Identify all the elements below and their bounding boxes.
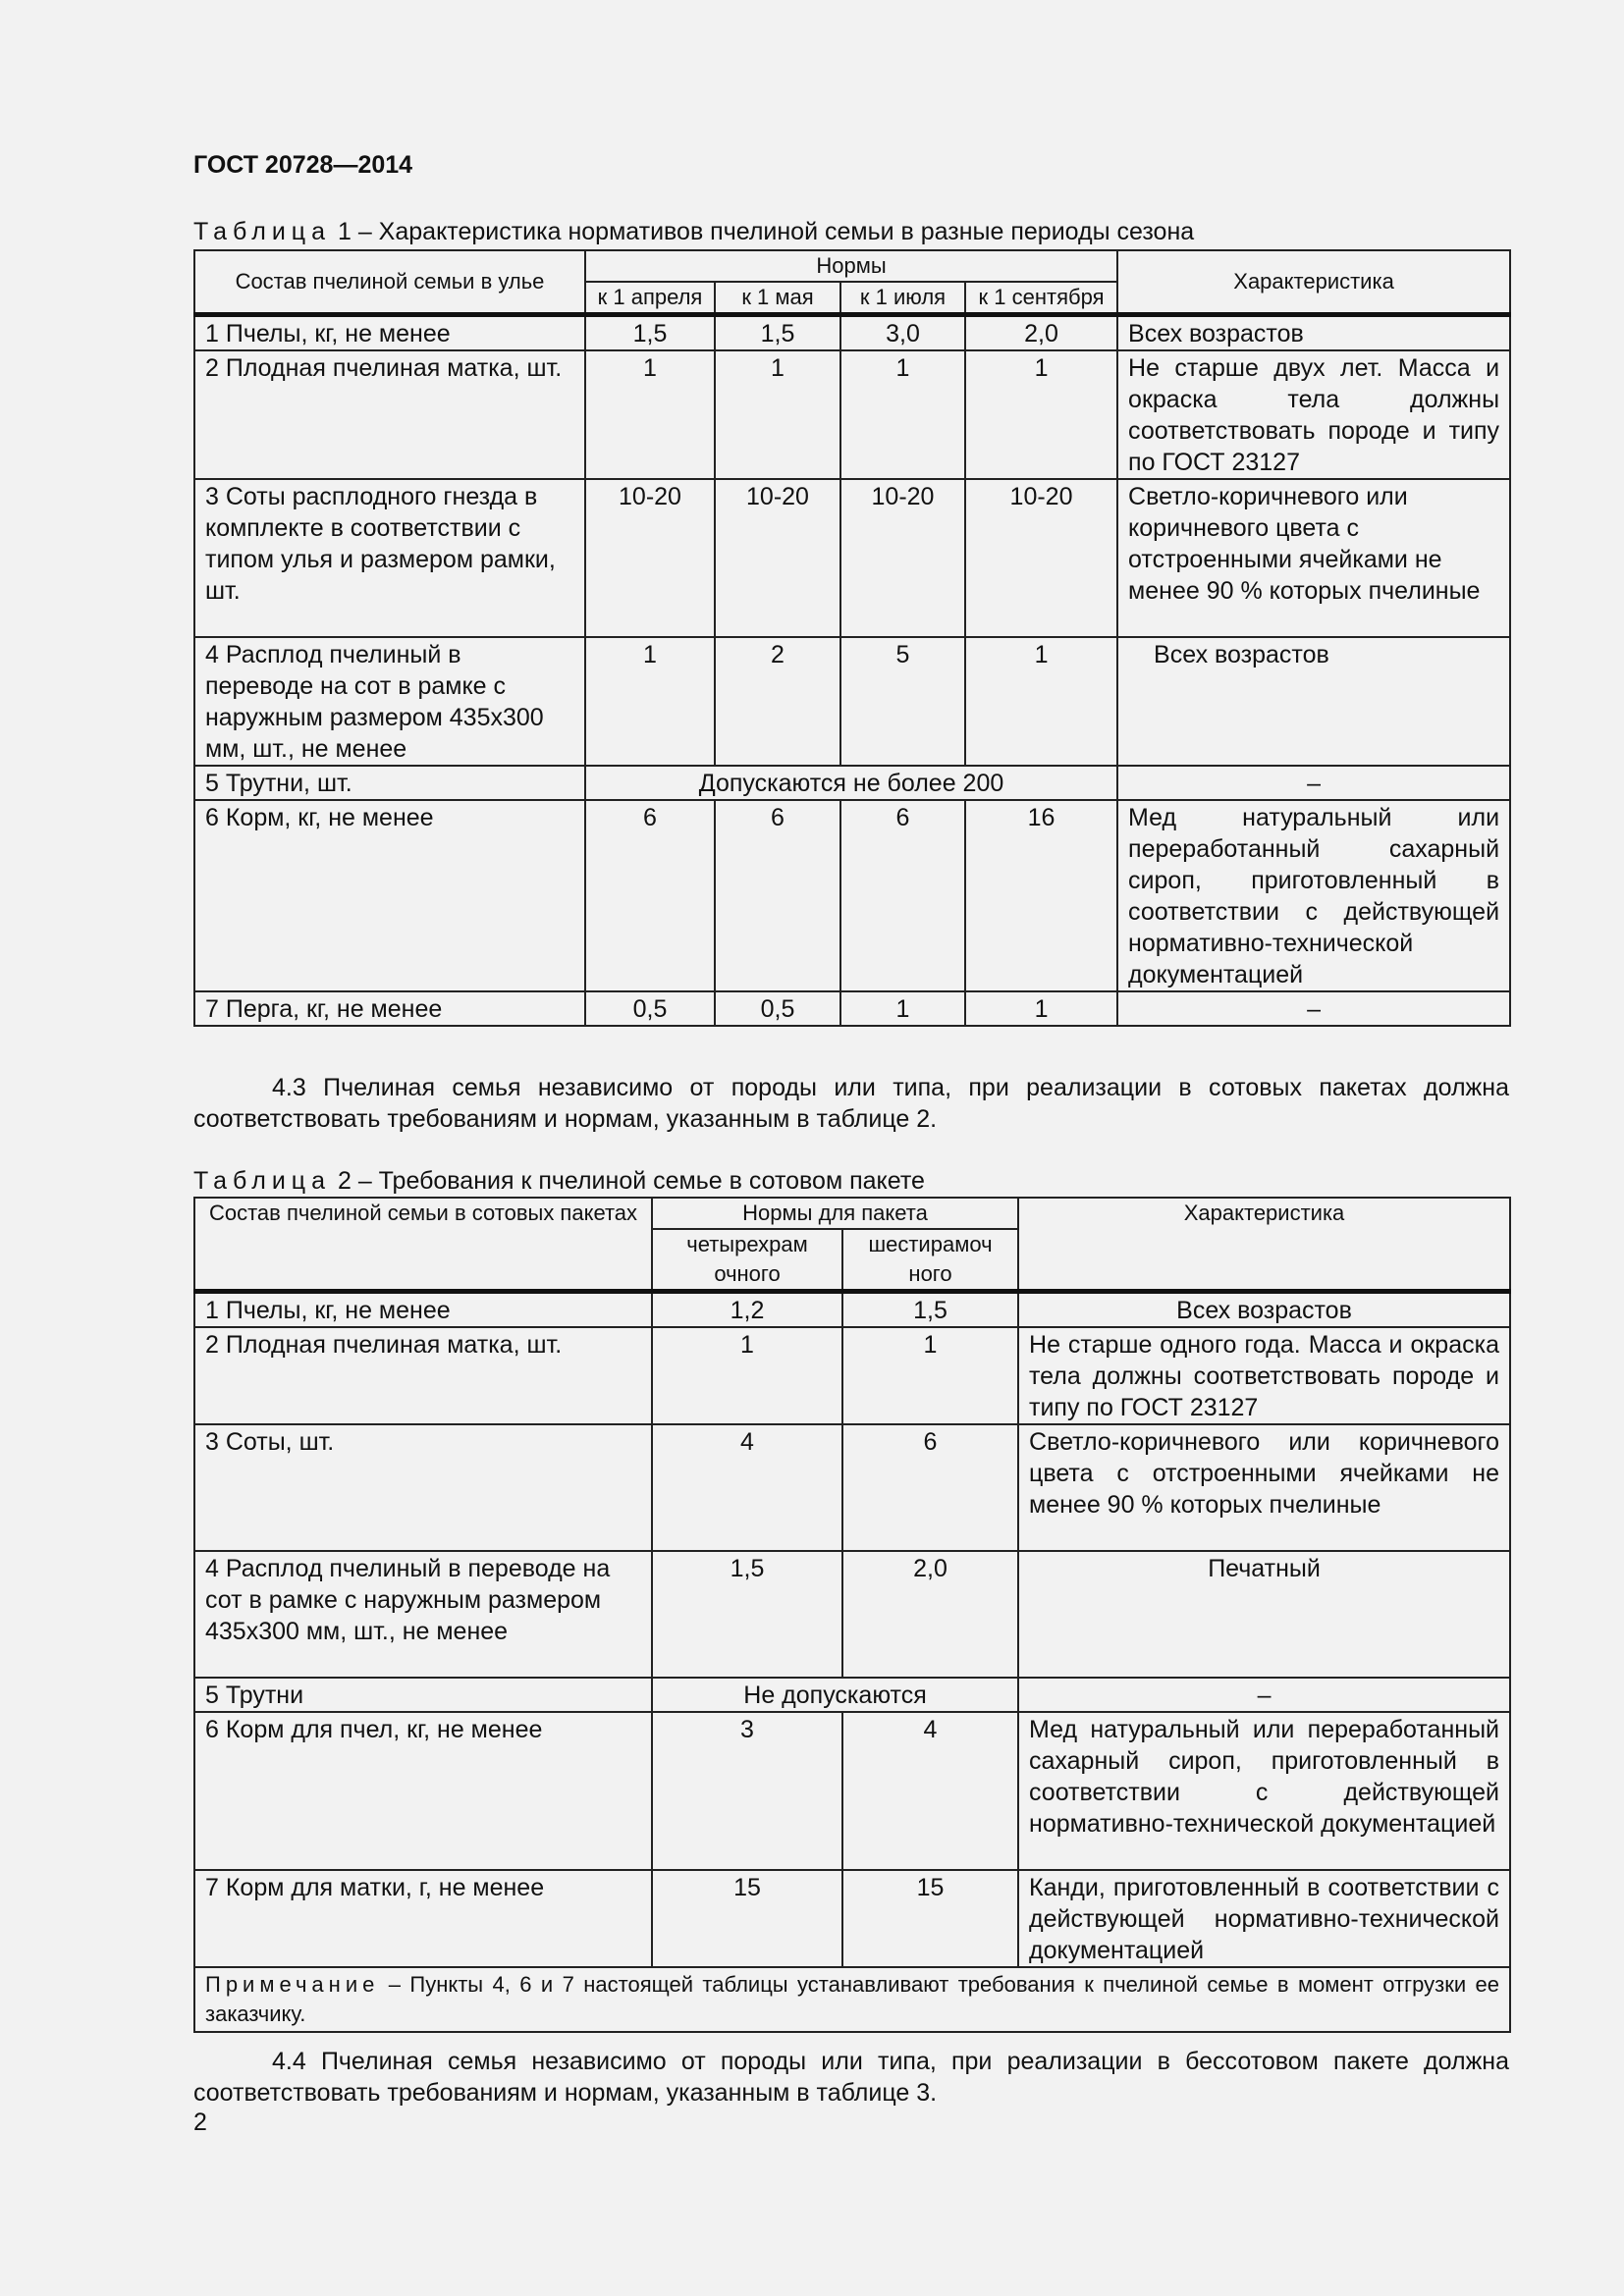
t1-row4-v2: 2 [715, 637, 840, 766]
table1 [193, 249, 1511, 1027]
t1-row4-ch: Всех возрастов [1117, 637, 1510, 766]
t1-row6-ch: Мед натуральный или переработанный сахарный сироп, приготовленный в соответствии с действующей нормативно-технической документацией [1117, 800, 1510, 991]
table1-caption-word: Таблица [193, 218, 332, 245]
t1-row3-v1: 10-20 [585, 479, 715, 637]
t1-row6-v3: 6 [840, 800, 965, 991]
t2-row1-v2: 1,5 [842, 1292, 1018, 1328]
table-row [194, 800, 1510, 991]
table2-caption-word: Таблица [193, 1167, 332, 1195]
t1-row1-v3: 3,0 [840, 315, 965, 351]
t1-row6-name: 6 Корм, кг, не менее [194, 800, 585, 991]
t1-row6-v4: 16 [965, 800, 1117, 991]
t1-head-col-sep: к 1 сентября [965, 282, 1117, 315]
t2-row3-v1: 4 [652, 1424, 842, 1551]
t2-row7-name: 7 Корм для матки, г, не менее [194, 1870, 652, 1967]
t1-row1-v4: 2,0 [965, 315, 1117, 351]
t2-row7-v2: 15 [842, 1870, 1018, 1967]
t1-row1-ch: Всех возрастов [1117, 315, 1510, 351]
t1-row3-name: 3 Соты расплодного гнезда в комплекте в соответствии с типом улья и размером рамки, шт. [194, 479, 585, 637]
t2-row4-v2: 2,0 [842, 1551, 1018, 1678]
table2-caption-text: 2 – Требования к пчелиной семье в сотовом пакете [331, 1167, 925, 1195]
t2-row6-name: 6 Корм для пчел, кг, не менее [194, 1712, 652, 1870]
t1-row6-v2: 6 [715, 800, 840, 991]
table-row [194, 637, 1510, 766]
t1-row2-v1: 1 [585, 350, 715, 479]
table-row [194, 1327, 1510, 1424]
table-row [194, 1712, 1510, 1870]
t1-row2-v2: 1 [715, 350, 840, 479]
table1-caption [193, 218, 1194, 246]
t1-row5-merged: Допускаются не более 200 [585, 766, 1117, 800]
t1-row6-v1: 6 [585, 800, 715, 991]
t2-row7-v1: 15 [652, 1870, 842, 1967]
t2-head-characteristic: Характеристика [1018, 1198, 1510, 1292]
t1-row5-name: 5 Трутни, шт. [194, 766, 585, 800]
table2-note-word: Примечание [205, 1972, 380, 1997]
paragraph-4-3: 4.3 Пчелиная семья независимо от породы или типа, при реализации в сотовых пакетах должна соответствовать требованиям и нормам, указанным в таблице 2. [193, 1074, 1509, 1133]
t2-head-col-six: шестирамочного [842, 1229, 1018, 1292]
t1-head-col-may: к 1 мая [715, 282, 840, 315]
t1-row4-name: 4 Расплод пчелиный в переводе на сот в рамке с наружным размером 435х300 мм, шт., не менее [194, 637, 585, 766]
table2-note [194, 1967, 1510, 2032]
t1-row7-v4: 1 [965, 991, 1117, 1026]
t2-head-norms: Нормы для пакета [652, 1198, 1018, 1229]
table-row [194, 1551, 1510, 1678]
t2-row1-name: 1 Пчелы, кг, не менее [194, 1292, 652, 1328]
t2-row5-ch: – [1018, 1678, 1510, 1712]
t1-row3-v4: 10-20 [965, 479, 1117, 637]
t2-row1-v1: 1,2 [652, 1292, 842, 1328]
t1-head-col-apr: к 1 апреля [585, 282, 715, 315]
t2-row4-name: 4 Расплод пчелиный в переводе на сот в рамке с наружным размером 435х300 мм, шт., не менее [194, 1551, 652, 1678]
table2-caption [193, 1167, 925, 1196]
table-row [194, 1424, 1510, 1551]
t1-row7-ch: – [1117, 991, 1510, 1026]
table-row [194, 350, 1510, 479]
t2-row6-v1: 3 [652, 1712, 842, 1870]
t1-row4-v3: 5 [840, 637, 965, 766]
t1-row7-v2: 0,5 [715, 991, 840, 1026]
t1-row3-v3: 10-20 [840, 479, 965, 637]
table-row [194, 991, 1510, 1026]
t2-row2-v1: 1 [652, 1327, 842, 1424]
table1-caption-text: 1 – Характеристика нормативов пчелиной семьи в разные периоды сезона [331, 218, 1195, 245]
t1-row3-v2: 10-20 [715, 479, 840, 637]
table-row [194, 479, 1510, 637]
t2-row1-ch: Всех возрастов [1018, 1292, 1510, 1328]
t2-row4-ch: Печатный [1018, 1551, 1510, 1678]
t2-row4-v1: 1,5 [652, 1551, 842, 1678]
t2-row3-v2: 6 [842, 1424, 1018, 1551]
t1-row2-ch: Не старше двух лет. Масса и окраска тела должны соответствовать породе и типу по ГОСТ 23127 [1117, 350, 1510, 479]
t1-row1-v2: 1,5 [715, 315, 840, 351]
t2-row2-ch: Не старше одного года. Масса и окраска тела должны соответствовать породе и типу по ГОСТ 23127 [1018, 1327, 1510, 1424]
t1-head-norms: Нормы [585, 250, 1117, 282]
t2-row5-name: 5 Трутни [194, 1678, 652, 1712]
t2-row5-merged: Не допускаются [652, 1678, 1018, 1712]
t2-row6-ch: Мед натуральный или переработанный сахарный сироп, приготовленный в соответствии с действующей нормативно-технической документацией [1018, 1712, 1510, 1870]
t1-row2-name: 2 Плодная пчелиная матка, шт. [194, 350, 585, 479]
t2-head-col-four: четырехрамочного [652, 1229, 842, 1292]
t1-row7-name: 7 Перга, кг, не менее [194, 991, 585, 1026]
table2 [193, 1197, 1511, 2033]
t1-head-characteristic: Характеристика [1117, 250, 1510, 315]
t1-row4-v1: 1 [585, 637, 715, 766]
t1-head-composition: Состав пчелиной семьи в улье [194, 250, 585, 315]
t2-head-composition: Состав пчелиной семьи в сотовых пакетах [194, 1198, 652, 1292]
t1-row1-v1: 1,5 [585, 315, 715, 351]
t1-row1-name: 1 Пчелы, кг, не менее [194, 315, 585, 351]
t1-row3-ch: Светло-коричневого или коричневого цвета с отстроенными ячейками не менее 90 % которых пчелиные [1117, 479, 1510, 637]
t1-row4-v4: 1 [965, 637, 1117, 766]
t2-row2-v2: 1 [842, 1327, 1018, 1424]
t1-row2-v3: 1 [840, 350, 965, 479]
t1-row7-v3: 1 [840, 991, 965, 1026]
table-row [194, 1870, 1510, 1967]
t1-row7-v1: 0,5 [585, 991, 715, 1026]
t2-row7-ch: Канди, приготовленный в соответствии с действующей нормативно-технической документацией [1018, 1870, 1510, 1967]
table-row [194, 1292, 1510, 1328]
t1-head-col-jul: к 1 июля [840, 282, 965, 315]
table-note-row [194, 1967, 1510, 2032]
page-number: 2 [193, 2109, 207, 2136]
table-row [194, 1678, 1510, 1712]
table-row [194, 315, 1510, 351]
t1-row5-ch: – [1117, 766, 1510, 800]
table-row [194, 766, 1510, 800]
table2-note-text: – Пункты 4, 6 и 7 настоящей таблицы устанавливают требования к пчелиной семье в момент отгрузки ее заказчику. [205, 1972, 1500, 2026]
t1-row2-v4: 1 [965, 350, 1117, 479]
document-header: ГОСТ 20728—2014 [193, 151, 413, 179]
t2-row3-ch: Светло-коричневого или коричневого цвета с отстроенными ячейками не менее 90 % которых пчелиные [1018, 1424, 1510, 1551]
t2-row2-name: 2 Плодная пчелиная матка, шт. [194, 1327, 652, 1424]
t2-row6-v2: 4 [842, 1712, 1018, 1870]
paragraph-4-4: 4.4 Пчелиная семья независимо от породы или типа, при реализации в бессотовом пакете должна соответствовать требованиям и нормам, указанным в таблице 3. [193, 2048, 1509, 2107]
t2-row3-name: 3 Соты, шт. [194, 1424, 652, 1551]
